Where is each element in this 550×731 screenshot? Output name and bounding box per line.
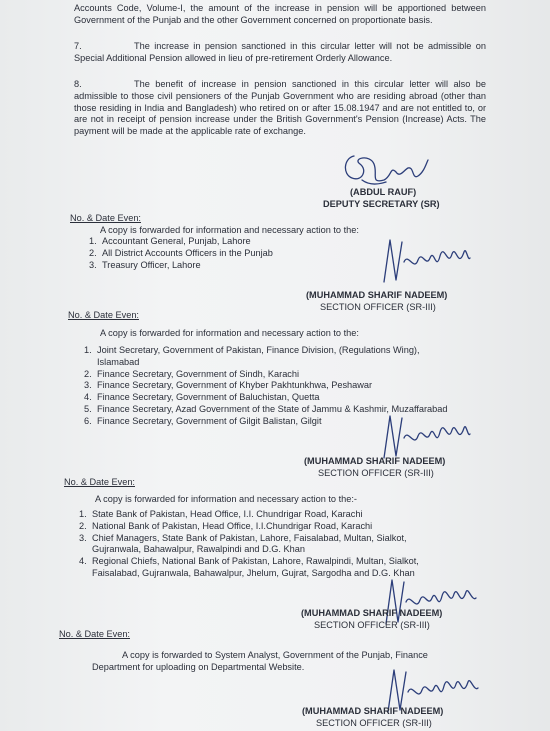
list-item: 6. Finance Secretary, Government of Gilgit Balistan, Gilgit xyxy=(84,415,322,426)
paragraph-7-text: The increase in pension sanctioned in this circular letter will not be admissible on Special Additional Pension allowed in lieu of pre-retirement Orderly Allowance. xyxy=(74,41,486,63)
block2-sign-title: SECTION OFFICER (SR-III) xyxy=(318,468,434,478)
block1-sign-title: SECTION OFFICER (SR-III) xyxy=(320,302,436,312)
paragraph-7-number: 7. xyxy=(74,41,82,51)
block1-list xyxy=(89,236,273,271)
block1-intro: A copy is forwarded for information and necessary action to the: xyxy=(100,225,359,235)
block2-sign-name: (MUHAMMAD SHARIF NADEEM) xyxy=(304,456,446,466)
block4-intro: A copy is forwarded to System Analyst, Government of the Punjab, Finance xyxy=(122,650,428,660)
list-item: 5. Finance Secretary, Azad Government of the State of Jammu & Kashmir, Muzaffarabad xyxy=(84,403,448,414)
abdul-rauf-signature xyxy=(340,150,430,192)
block4-sign-name: (MUHAMMAD SHARIF NADEEM) xyxy=(302,706,444,716)
block3-heading: No. & Date Even: xyxy=(64,477,135,487)
block2-heading: No. & Date Even: xyxy=(68,310,139,320)
list-item: 3. Chief Managers, State Bank of Pakistan, Lahore, Faisalabad, Multan, Sialkot, Gujranwala, Bahawalpur, Rawalpindi and D.G. Khan xyxy=(79,532,407,555)
list-item: 3. Finance Secretary, Government of Khyber Pakhtunkhwa, Peshawar xyxy=(84,380,373,391)
list-item: 1. Joint Secretary, Government of Pakistan, Finance Division, (Regulations Wing), Islamabad xyxy=(84,345,420,367)
paragraph-8 xyxy=(74,79,486,138)
list-item: 4. Finance Secretary, Government of Baluchistan, Quetta xyxy=(84,392,320,403)
block3-sign-name: (MUHAMMAD SHARIF NADEEM) xyxy=(301,608,443,618)
block1-sign-name: (MUHAMMAD SHARIF NADEEM) xyxy=(306,290,448,300)
block1-heading: No. & Date Even: xyxy=(70,213,141,223)
list-item: 2. All District Accounts Officers in the Punjab xyxy=(89,247,273,258)
list-item: 1. Accountant General, Punjab, Lahore xyxy=(89,236,251,246)
paragraph-8-text: The benefit of increase in pension sanctioned in this circular letter will also be admissible to those civil pensioners of the Punjab Government who are residing abroad (other than those residing in India and Bangladesh) who retired on or after 15.08.1947 and are not entitled to, or are not in receipt of pension increase under the British Government's Pension (Increase) Acts. The payment will be made at the applicable rate of exchange. xyxy=(74,79,486,137)
paragraph-7 xyxy=(74,41,486,65)
block3-list xyxy=(79,509,419,580)
block4-sign-title: SECTION OFFICER (SR-III) xyxy=(316,718,432,728)
nadeem-signature-1 xyxy=(378,232,473,292)
list-item: 3. Treasury Officer, Lahore xyxy=(89,259,201,270)
list-item: 2. National Bank of Pakistan, Head Office, I.I.Chundrigar Road, Karachi xyxy=(79,520,373,531)
list-item: 2. Finance Secretary, Government of Sindh, Karachi xyxy=(84,368,300,379)
paragraph-8-number: 8. xyxy=(74,79,82,89)
main-signatory-name: (ABDUL RAUF) xyxy=(350,187,417,197)
block3-sign-title: SECTION OFFICER (SR-III) xyxy=(314,620,430,630)
block3-intro: A copy is forwarded for information and necessary action to the:- xyxy=(95,494,357,504)
list-item: 1. State Bank of Pakistan, Head Office, I.I. Chundrigar Road, Karachi xyxy=(79,509,363,519)
main-signatory-designation: DEPUTY SECRETARY (SR) xyxy=(323,199,440,209)
block2-intro: A copy is forwarded for information and necessary action to the: xyxy=(100,328,359,338)
block4-heading: No. & Date Even: xyxy=(59,629,130,639)
list-item: 4. Regional Chiefs, National Bank of Pakistan, Lahore, Rawalpindi, Multan, Sialkot, Faisalabad, Gujranwala, Bahawalpur, Jhelum, Gujrat, Sargodha and D.G. Khan xyxy=(79,556,419,578)
block4-intro-continued: Department for uploading on Departmental Website. xyxy=(92,662,305,672)
paragraph-continuation: Accounts Code, Volume-I, the amount of the increase in pension will be apportioned between Government of the Punjab and the other Government concerned on proportionate basis. xyxy=(74,3,486,25)
